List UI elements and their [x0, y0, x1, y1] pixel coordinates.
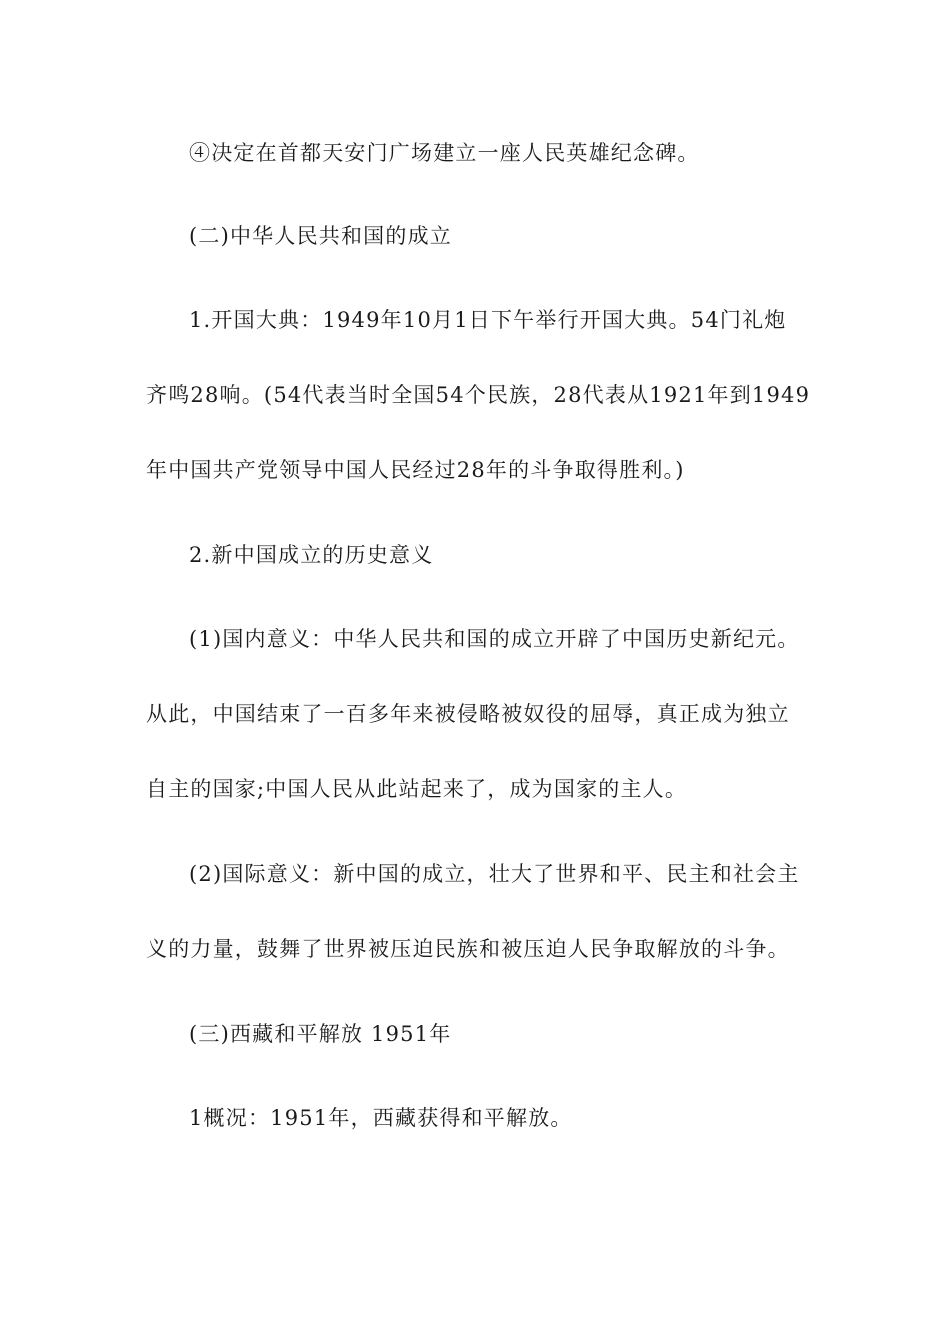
paragraph-founding-ceremony-line-3: 年中国共产党领导中国人民经过28年的斗争取得胜利。) [146, 458, 685, 482]
paragraph-domestic-significance-line-1: (1)国内意义：中华人民共和国的成立开辟了中国历史新纪元。 [189, 627, 800, 651]
paragraph-tibet-overview: 1概况：1951年，西藏获得和平解放。 [189, 1106, 573, 1130]
paragraph-international-significance-line-1: (2)国际意义：新中国的成立，壮大了世界和平、民主和社会主 [189, 862, 800, 886]
paragraph-monument: ④决定在首都天安门广场建立一座人民英雄纪念碑。 [189, 141, 700, 165]
section-heading-tibet-liberation: (三)西藏和平解放 1951年 [189, 1022, 452, 1046]
paragraph-founding-ceremony-line-1: 1.开国大典：1949年10月1日下午举行开国大典。54门礼炮 [189, 308, 787, 332]
paragraph-domestic-significance-line-3: 自主的国家;中国人民从此站起来了，成为国家的主人。 [146, 777, 688, 801]
subheading-historical-significance: 2.新中国成立的历史意义 [189, 543, 434, 567]
paragraph-domestic-significance-line-2: 从此，中国结束了一百多年来被侵略被奴役的屈辱，真正成为独立 [146, 702, 790, 726]
paragraph-founding-ceremony-line-2: 齐鸣28响。(54代表当时全国54个民族，28代表从1921年到1949 [146, 383, 811, 407]
paragraph-international-significance-line-2: 义的力量，鼓舞了世界被压迫民族和被压迫人民争取解放的斗争。 [146, 937, 790, 961]
section-heading-prc-founding: (二)中华人民共和国的成立 [189, 224, 452, 248]
